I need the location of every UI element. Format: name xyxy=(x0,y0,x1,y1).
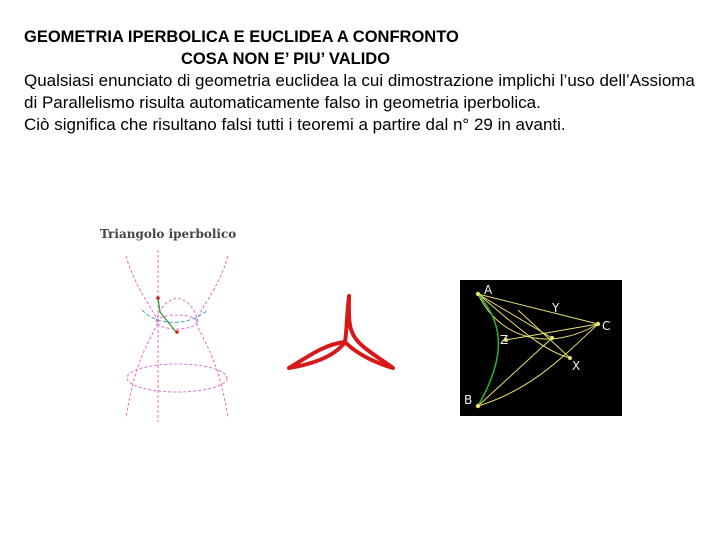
paragraph-theorems: Ciò significa che risultano falsi tutti i teoremi a partire dal n° 29 in avanti. xyxy=(24,115,566,134)
point-center xyxy=(550,336,554,340)
page-subtitle: COSA NON E’ PIU’ VALIDO xyxy=(181,50,391,68)
page-title: GEOMETRIA IPERBOLICA E EUCLIDEA A CONFRONTO xyxy=(24,28,459,46)
paragraph-parallel-axiom: Qualsiasi enunciato di geometria euclidea la cui dimostrazione implichi l’uso dell’Assioma di Parallelismo risulta automaticamente falso in geometria iperbolica. xyxy=(24,71,695,112)
triangle-vertex-1 xyxy=(156,296,160,300)
label-z: Z xyxy=(500,333,509,347)
point-a xyxy=(476,292,480,296)
triangle-diagram xyxy=(460,280,622,416)
hyperbolic-triangle-figure xyxy=(285,292,401,378)
label-b: B xyxy=(464,393,473,407)
text-block xyxy=(24,26,704,136)
point-b xyxy=(476,404,480,408)
triangle-vertex-2 xyxy=(175,330,179,334)
label-c: C xyxy=(602,319,611,333)
label-x: X xyxy=(572,359,581,373)
pseudosphere-figure xyxy=(96,250,266,422)
label-a: A xyxy=(484,283,493,297)
label-y: Y xyxy=(552,301,560,315)
figure-caption: Triangolo iperbolico xyxy=(100,227,237,241)
point-c xyxy=(596,322,600,326)
